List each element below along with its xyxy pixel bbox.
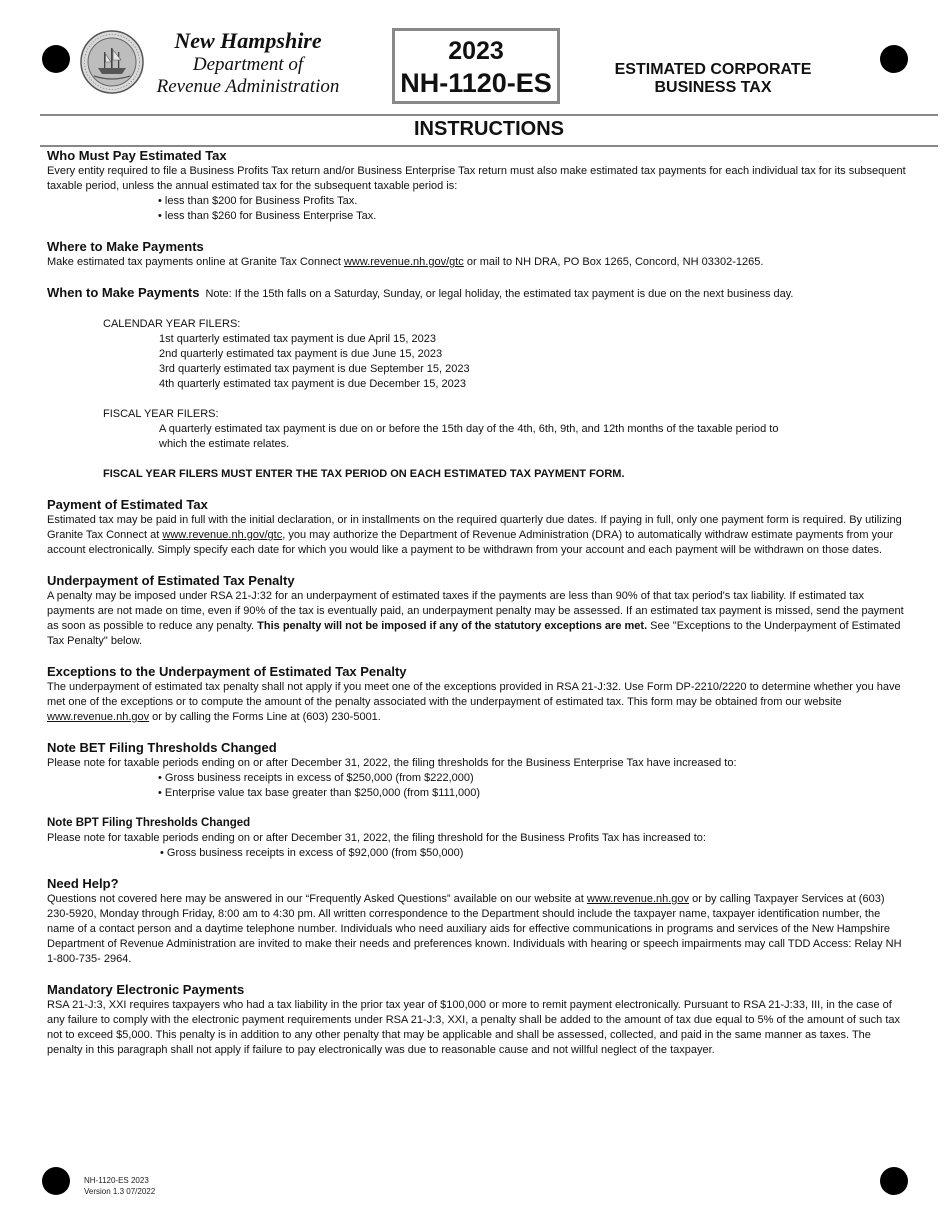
paragraph: RSA 21-J:3, XXI requires taxpayers who had a tax liability in the prior tax year of $100,000 or more to remit payment electronically. Pursuant to RSA 21-J:33, III, in the case of any failure to comply with the electronic payment requirements under RSA 21-J:3, XXI, a penalty shall be added to the amount of tax due equal to 5% of the amount of such tax not to exceed $5,000. This penalty is in addition to any other penalty that may be applicable and shall be assessed, collected, and paid in the same manner as taxes. The penalty in this paragraph shall not apply if failure to pay electronically was due to reasonable cause and not willful neglect of the taxpayer. bbox=[47, 999, 900, 1056]
section-payment bbox=[47, 497, 909, 558]
form-title bbox=[594, 61, 832, 97]
header-rule bbox=[40, 114, 938, 116]
form-code: NH-1120-ES bbox=[400, 68, 552, 98]
section-heading: Who Must Pay Estimated Tax bbox=[47, 148, 227, 163]
fiscal-text: A quarterly estimated tax payment is due on or before the 15th day of the 4th, 6th, 9th, and 12th months of the taxable period to bbox=[159, 423, 779, 435]
registration-mark-bottom-right bbox=[880, 1167, 908, 1195]
website-link[interactable]: www.revenue.nh.gov bbox=[586, 893, 690, 905]
footer-version: Version 1.3 07/2022 bbox=[84, 1187, 156, 1196]
form-title-line1: ESTIMATED CORPORATE bbox=[614, 61, 812, 78]
paragraph: Make estimated tax payments online at Granite Tax Connect www.revenue.nh.gov/gtc or mail to NH DRA, PO Box 1265, Concord, NH 03302-1265. bbox=[47, 256, 764, 268]
paragraph: Questions not covered here may be answered in our “Frequently Asked Questions” available on our website at www.revenue.nh.gov or by calling Taxpayer Services at (603) 230-5920, Monday through Friday, 8:00 am to 4:30 pm. All written correspondence to the Department should include the taxpayer name, taxpayer identification number, the name of a contact person and a daytime telephone number. Individuals who need auxiliary aids for effective communications in programs and services of the New Hampshire Department of Revenue Administration are invited to make their needs and preferences known. Individuals with hearing or speech impairments may call TDD Access: Relay NH 1-800-735- 2964. bbox=[47, 893, 902, 965]
paragraph: A penalty may be imposed under RSA 21-J:32 for an underpayment of estimated taxes if the payments are less than 90% of that tax period's tax liability. If estimated tax payments are not made on time, even if 90% of the tax is eventually paid, an underpayment penalty may be assessed. If an estimated tax payment is missed, send the payment as soon as possible to reduce any penalty. This penalty will not be imposed if any of the statutory exceptions are met. See "Exceptions to the Underpayment of Estimated Tax Penalty" below. bbox=[47, 590, 904, 647]
paragraph: Estimated tax may be paid in full with the initial declaration, or in installments on the required quarterly due dates. If paying in full, only one payment form is required. By utilizing Granite Tax Connect at www.revenue.nh.gov/gtc, you may authorize the Department of Revenue Administration (DRA) to automatically withdraw estimate payments from your account electronically. Simply specify each date for which you would like a payment to be withdrawn from your account and each payment will be withdrawn on those dates. bbox=[47, 514, 902, 556]
section-bpt-thresholds bbox=[47, 816, 909, 861]
section-heading: Payment of Estimated Tax bbox=[47, 497, 208, 512]
form-footer bbox=[84, 1175, 155, 1197]
registration-mark-top-right bbox=[880, 45, 908, 73]
form-year: 2023 bbox=[448, 37, 504, 65]
section-heading: Need Help? bbox=[47, 876, 119, 891]
section-heading: Note BET Filing Thresholds Changed bbox=[47, 740, 277, 755]
holiday-note: Note: If the 15th falls on a Saturday, Sunday, or legal holiday, the estimated tax payment is due on the next business day. bbox=[205, 288, 794, 300]
form-title-line2: BUSINESS TAX bbox=[654, 79, 772, 96]
list-item: 2nd quarterly estimated tax payment is due June 15, 2023 bbox=[159, 348, 443, 360]
website-link[interactable]: www.revenue.nh.gov bbox=[47, 711, 150, 723]
list-item: 4th quarterly estimated tax payment is due December 15, 2023 bbox=[159, 378, 466, 390]
list-item: • less than $260 for Business Enterprise Tax. bbox=[158, 210, 377, 222]
section-bet-thresholds bbox=[47, 740, 909, 801]
paragraph: Please note for taxable periods ending on or after December 31, 2022, the filing thresholds for the Business Enterprise Tax have increased to: bbox=[47, 757, 737, 769]
paragraph: Please note for taxable periods ending on or after December 31, 2022, the filing threshold for the Business Profits Tax has increased to: bbox=[47, 832, 706, 844]
agency-dept: Department of bbox=[192, 54, 304, 75]
fiscal-label: FISCAL YEAR FILERS: bbox=[103, 408, 219, 420]
instructions-body bbox=[47, 148, 909, 1058]
gtc-link[interactable]: www.revenue.nh.gov/gtc bbox=[343, 256, 464, 268]
footer-form-id: NH-1120-ES 2023 bbox=[84, 1176, 149, 1185]
paragraph: The underpayment of estimated tax penalty shall not apply if you meet one of the exceptions provided in RSA 21-J:32. Use Form DP-2210/2220 to determine whether you have met one of the exceptions or to compute the amount of the penalty associated with the underpayment of estimated tax. This form may be obtained from our website www.revenue.nh.gov or by calling the Forms Line at (603) 230-5001. bbox=[47, 681, 901, 723]
agency-division: Revenue Administration bbox=[156, 76, 340, 97]
agency-state: New Hampshire bbox=[174, 28, 322, 53]
registration-mark-top-left bbox=[42, 45, 70, 73]
section-underpayment-penalty bbox=[47, 573, 909, 649]
section-when-to-pay bbox=[47, 285, 909, 482]
section-heading: Underpayment of Estimated Tax Penalty bbox=[47, 573, 295, 588]
section-heading: When to Make Payments Note: If the 15th falls on a Saturday, Sunday, or legal holiday, the estimated tax payment is due on the next business day. bbox=[47, 285, 794, 300]
state-seal-icon bbox=[80, 30, 144, 94]
calendar-label: CALENDAR YEAR FILERS: bbox=[103, 318, 241, 330]
section-need-help bbox=[47, 876, 909, 967]
list-item: 1st quarterly estimated tax payment is due April 15, 2023 bbox=[159, 333, 436, 345]
section-exceptions bbox=[47, 664, 909, 725]
list-item: • Enterprise value tax base greater than $250,000 (from $111,000) bbox=[158, 787, 481, 799]
form-id-box bbox=[392, 28, 560, 104]
fiscal-text: which the estimate relates. bbox=[159, 438, 290, 450]
fiscal-notice: FISCAL YEAR FILERS MUST ENTER THE TAX PERIOD ON EACH ESTIMATED TAX PAYMENT FORM. bbox=[103, 468, 625, 480]
section-where-to-pay bbox=[47, 239, 909, 270]
registration-mark-bottom-left bbox=[42, 1167, 70, 1195]
section-heading: Note BPT Filing Thresholds Changed bbox=[47, 817, 251, 829]
list-item: 3rd quarterly estimated tax payment is due September 15, 2023 bbox=[159, 363, 470, 375]
list-item: • Gross business receipts in excess of $250,000 (from $222,000) bbox=[158, 772, 474, 784]
page-title: INSTRUCTIONS bbox=[414, 118, 564, 140]
section-heading: Where to Make Payments bbox=[47, 239, 204, 254]
section-who-must-pay bbox=[47, 148, 909, 224]
section-heading: Exceptions to the Underpayment of Estimated Tax Penalty bbox=[47, 664, 407, 679]
agency-name bbox=[144, 28, 352, 98]
list-item: • less than $200 for Business Profits Tax. bbox=[158, 195, 358, 207]
gtc-link[interactable]: www.revenue.nh.gov/gtc bbox=[162, 529, 283, 541]
title-rule bbox=[40, 145, 938, 147]
section-mandatory-electronic bbox=[47, 982, 909, 1058]
list-item: • Gross business receipts in excess of $92,000 (from $50,000) bbox=[160, 847, 464, 859]
section-heading: Mandatory Electronic Payments bbox=[47, 982, 245, 997]
paragraph: Every entity required to file a Business Profits Tax return and/or Business Enterprise Tax return must also make estimated tax payments for each individual tax for its subsequent taxable period, unless the annual estimated tax for the subsequent taxable period is: bbox=[47, 165, 906, 192]
